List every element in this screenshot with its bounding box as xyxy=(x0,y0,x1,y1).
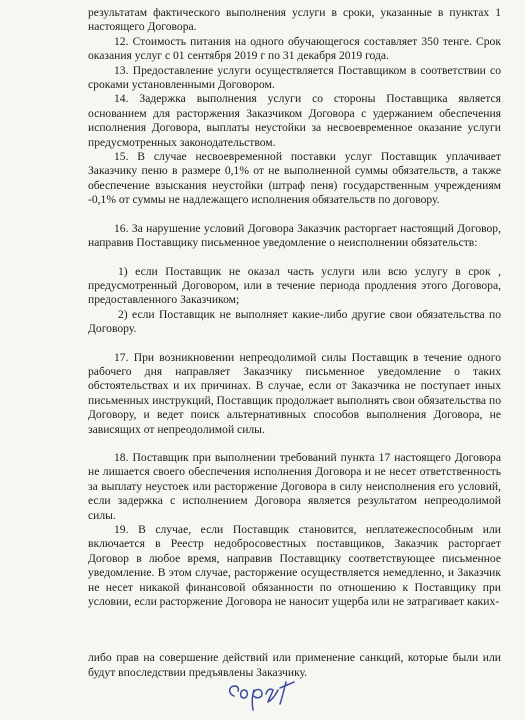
paragraph-16-item-2: 2) если Поставщик не выполняет какие-либо другие свои обязательства по Договору. xyxy=(88,307,501,336)
paragraph-17: 17. При возникновении непреодолимой силы Поставщик в течение одного рабочего дня направляет Заказчику письменное уведомление о таких обстоятельствах и их причинах. В случае, если от Заказчика не поступает иных письменных инструкций, Поставщик продолжает выполнять свои обязательства по Договору, и ведет поиск альтернативных способов выполнения Договора, не зависящих от непреодолимой силы. xyxy=(88,350,501,436)
document-body xyxy=(88,6,501,680)
paragraph-19: 19. В случае, если Поставщик становится, неплатежеспособным или включается в Реестр недобросовестных поставщиков, Заказчик расторгает Договор в любое время, направив Поставщику соответствующее письменное уведомление. В этом случае, расторжение осуществляется немедленно, и Заказчик не несет никакой финансовой обязанности по отношению к Поставщику при условии, если расторжение Договора не наносит ущерба или не затрагивает каких- xyxy=(88,523,501,609)
paragraph-gap xyxy=(88,208,501,222)
paragraph-gap xyxy=(88,437,501,451)
paragraph-16: 16. За нарушение условий Договора Заказчик расторгает настоящий Договор, направив Поставщику письменное уведомление о неисполнении обязательств: xyxy=(88,221,501,250)
paragraph-16-item-1: 1) если Поставщик не оказал часть услуги или всю услугу в срок , предусмотренный Договором, или в течение периода продления этого Договора, предоставленного Заказчиком; xyxy=(88,264,501,307)
paragraph-continuation: результатам фактического выполнения услуги в сроки, указанные в пунктах 1 настоящего Договора. xyxy=(88,6,501,34)
paragraph-12: 12. Стоимость питания на одного обучающегося составляет 350 тенге. Срок оказания услуг с 01 сентября 2019 г по 31 декабря 2019 года. xyxy=(88,34,501,63)
paragraph-15: 15. В случае несвоевременной поставки услуг Поставщик уплачивает Заказчику пеню в размере 0,1% от не выполненной суммы обязательств, а также обеспечение взыскания неустойки (штраф пеня) государственным учреждениям -0,1% от суммы не надлежащего исполнения обязательств по договору. xyxy=(88,150,501,207)
paragraph-18: 18. Поставщик при выполнении требований пункта 17 настоящего Договора не лишается своего обеспечения исполнения Договора и не несет ответственность за выплату неустоек или расторжение Договора в силу неисполнения его условий, если задержка с исполнением Договора является результатом непреодолимой силы. xyxy=(88,450,501,522)
handwritten-signature xyxy=(222,668,302,712)
paragraph-gap xyxy=(88,251,501,265)
paragraph-19-continuation: либо прав на совершение действий или применение санкций, которые были или будут впоследствии предъявлены Заказчику. xyxy=(88,651,501,679)
paragraph-13: 13. Предоставление услуги осуществляется Поставщиком в соответствии со сроками установленными Договором. xyxy=(88,63,501,92)
paragraph-gap xyxy=(88,337,501,351)
paragraph-14: 14. Задержка выполнения услуги со стороны Поставщика является основанием для расторжения Заказчиком Договора с удержанием обеспечения исполнения Договора, выплаты неустойки за несвоевременное оказание услуги предусмотренных законодательством. xyxy=(88,92,501,149)
